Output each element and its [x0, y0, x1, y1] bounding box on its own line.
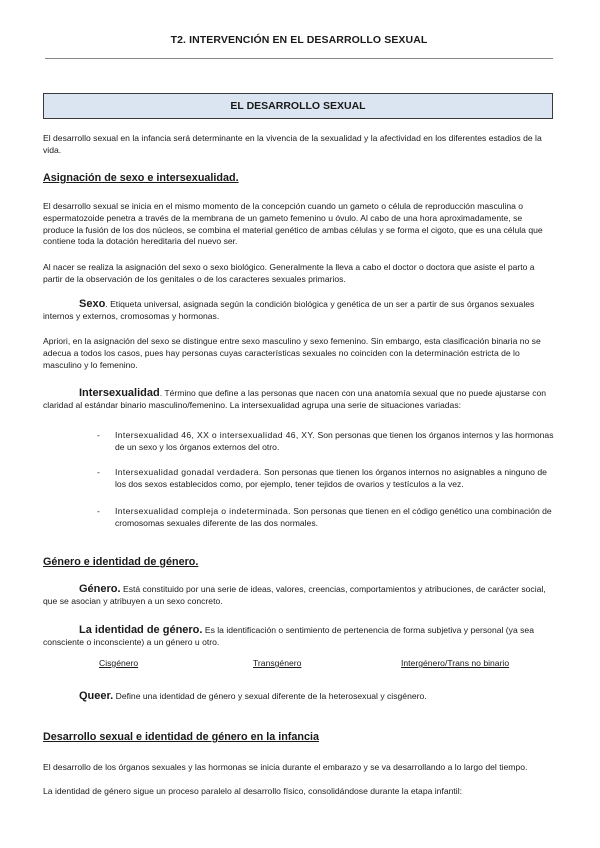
page-header-title: T2. INTERVENCIÓN EN EL DESARROLLO SEXUAL	[170, 34, 428, 46]
heading-asignacion-sexo: Asignación de sexo e intersexualidad.	[43, 172, 239, 184]
identidad-genero-text: Es la identificación o sentimiento de pertenencia de forma subjetiva y personal (ya sea consciente o inconsciente) a un género u otro.	[43, 625, 534, 647]
queer-text: Define una identidad de género y sexual diferente de la heterosexual y cisgénero.	[113, 691, 427, 701]
category-cisgenero: Cisgénero	[99, 658, 139, 668]
nacimiento-paragraph: Al nacer se realiza la asignación del sexo o sexo biológico. Generalmente la lleva a cabo el doctor o doctora que asiste el parto a partir de la observación de los genitales o de los caracteres sexuales primarios.	[43, 262, 535, 284]
concepcion-paragraph: El desarrollo sexual se inicia en el mismo momento de la concepción cuando un gameto o célula de reproducción masculina o espermatozoide penetra a través de la membrana de un gameto femenino u óvulo. Al cabo de una hora aproximadamente, se produce la fusión de los dos núcleos, se combina el material genético de ambas células y se forma el cigoto, que es una célula que contiene toda la dotación hereditaria del nuevo ser.	[43, 201, 543, 247]
list-dash: -	[97, 430, 100, 440]
header-divider	[45, 58, 553, 59]
intersexualidad-definition	[43, 388, 555, 412]
apriori-paragraph: Apriori, en la asignación del sexo se distingue entre sexo masculino y sexo femenino. Sin embargo, esta clasificación binaria no se adecua a todos los casos, pues hay personas cuyas características sexuales no coinciden con la determinación estricta de lo masculino y lo femenino.	[43, 336, 541, 370]
sexo-term: Sexo	[79, 298, 106, 310]
identidad-genero-definition	[43, 625, 555, 649]
section-title-box: EL DESARROLLO SEXUAL	[43, 93, 553, 119]
category-transgenero: Transgénero	[253, 658, 302, 668]
organos-paragraph: El desarrollo de los órganos sexuales y las hormonas se inicia durante el embarazo y se va desarrollando a lo largo del tiempo.	[43, 762, 528, 772]
identidad-genero-term: La identidad de género.	[79, 624, 203, 636]
queer-term: Queer.	[79, 690, 114, 702]
list-dash: -	[97, 467, 100, 477]
queer-definition	[43, 691, 555, 703]
intersexualidad-text: . Término que define a las personas que nacen con una anatomía sexual que no puede ajustarse con claridad al estándar binario masculino/femenino. La intersexualidad agrupa una serie de situaciones variadas:	[43, 388, 547, 410]
category-intergenero: Intergénero/Trans no binario	[401, 658, 510, 668]
genero-definition	[43, 584, 555, 608]
genero-term: Género.	[79, 583, 121, 595]
sexo-definition	[43, 299, 555, 323]
list-item-lead: Intersexualidad 46, XX o intersexualidad 46, XY.	[115, 430, 316, 440]
genero-text: Está constituido por una serie de ideas, valores, creencias, comportamientos y atribuciones, de carácter social, que se asocian y atribuyen a un sexo concreto.	[43, 584, 546, 606]
list-item-lead: Intersexualidad gonadal verdadera.	[115, 467, 262, 477]
list-item-text: Son personas que tienen los órganos internos y las hormonas de un sexo y los órganos externos del otro.	[115, 430, 554, 452]
sexo-text: . Etiqueta universal, asignada según la condición biológica y genética de un ser a partir de sus órganos sexuales internos y externos, cromosomas y hormonas.	[43, 299, 535, 321]
list-dash: -	[97, 506, 100, 516]
heading-desarrollo-infancia: Desarrollo sexual e identidad de género en la infancia	[43, 731, 320, 743]
heading-genero-identidad: Género e identidad de género.	[43, 556, 199, 568]
intro-paragraph: El desarrollo sexual en la infancia será determinante en la vivencia de la sexualidad y la afectividad en los diferentes estadios de la vida.	[43, 133, 542, 155]
list-item-lead: Intersexualidad compleja o indeterminada.	[115, 506, 291, 516]
intersexualidad-term: Intersexualidad	[79, 387, 160, 399]
list-item-text: Son personas que tienen en el código genético una combinación de cromosomas sexuales diferente de las dos normales.	[115, 506, 552, 528]
list-item-text: Son personas que tienen los órganos internos no asignables a ninguno de los dos sexos establecidos como, por ejemplo, tener tejidos de ovarios y testículos a la vez.	[115, 467, 547, 489]
identidad-proceso-paragraph: La identidad de género sigue un proceso paralelo al desarrollo físico, consolidándose durante la etapa infantil:	[43, 786, 462, 796]
